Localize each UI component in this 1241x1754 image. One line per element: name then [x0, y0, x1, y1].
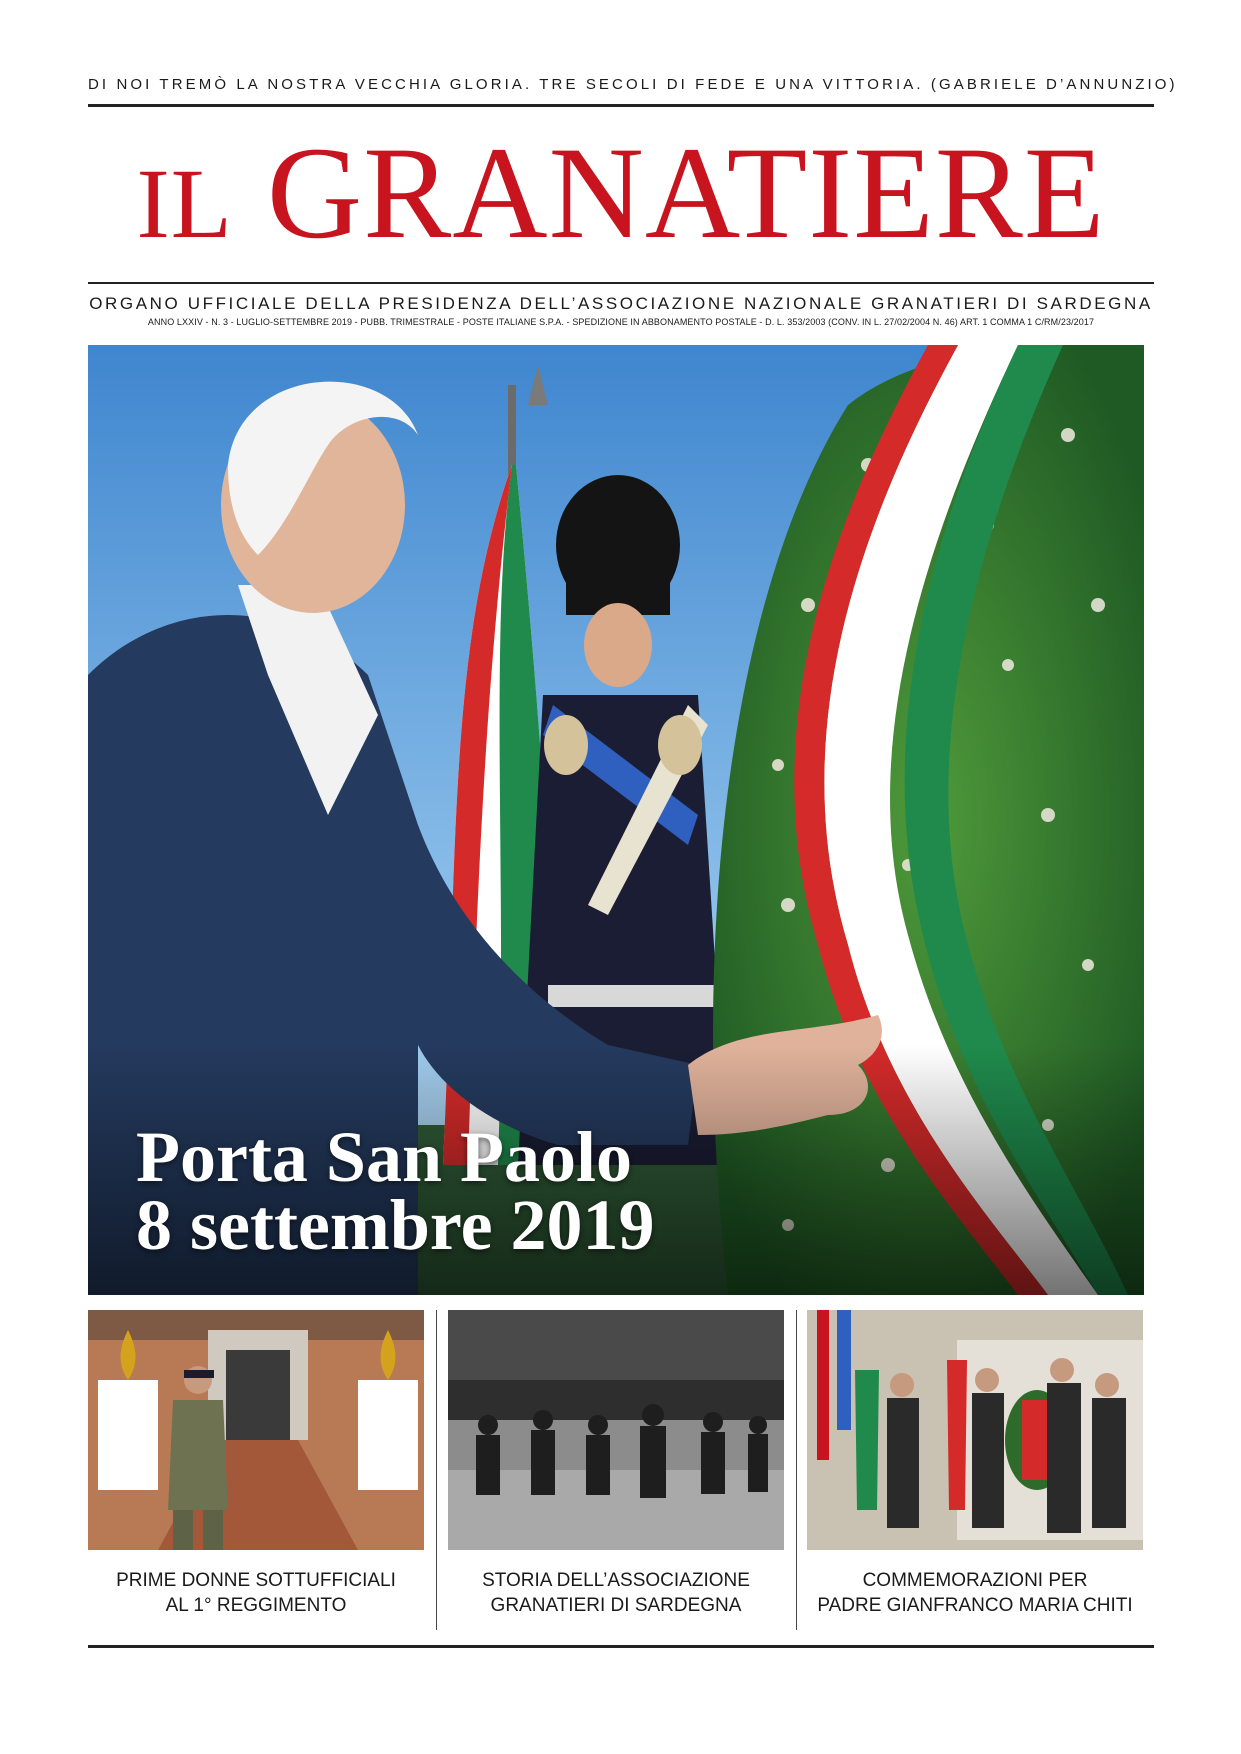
article-caption-line: PRIME DONNE SOTTUFFICIALI — [116, 1570, 396, 1591]
masthead-title-prefix: IL — [136, 148, 233, 259]
article-caption-line: GRANATIERI DI SARDEGNA — [490, 1595, 742, 1616]
masthead-motto: DI NOI TREMÒ LA NOSTRA VECCHIA GLORIA. TRE SECOLI DI FEDE E UNA VITTORIA. (GABRIELE D’ANNUNZIO) — [88, 76, 1178, 93]
masthead-title — [88, 118, 1154, 268]
top-rule — [88, 104, 1154, 107]
column-divider — [796, 1310, 797, 1630]
organ-subtitle: ORGANO UFFICIALE DELLA PRESIDENZA DELL’ASSOCIAZIONE NAZIONALE GRANATIERI DI SARDEGNA — [89, 294, 1153, 313]
article-photo-3 — [807, 1310, 1143, 1550]
article-photo-1 — [88, 1310, 424, 1550]
parade-illustration — [448, 1310, 784, 1550]
masthead-rule — [88, 282, 1154, 284]
article-photo-2 — [448, 1310, 784, 1550]
article-caption-line: AL 1° REGGIMENTO — [165, 1595, 347, 1616]
bottom-rule — [88, 1645, 1154, 1648]
article-caption-3 — [807, 1568, 1143, 1618]
imprint-line: ANNO LXXIV - N. 3 - LUGLIO-SETTEMBRE 2019 - PUBB. TRIMESTRALE - POSTE ITALIANE S.P.A. - SPEDIZIONE IN ABBONAMENTO POSTALE - D. L. 353/2003 (CONV. IN L. 27/02/2004 N. 46) ART. 1 COMMA 1 C/RM/23/2017 — [147, 317, 1095, 327]
article-caption-line: PADRE GIANFRANCO MARIA CHITI — [817, 1595, 1133, 1616]
article-caption-1 — [88, 1568, 424, 1618]
cover-photo — [88, 345, 1144, 1295]
soldier-gateway-illustration — [88, 1310, 424, 1550]
cover-headline-line2: 8 settembre 2019 — [136, 1185, 655, 1265]
article-caption-line: STORIA DELL’ASSOCIAZIONE — [482, 1570, 750, 1591]
commemoration-illustration — [807, 1310, 1143, 1550]
article-caption-line: COMMEMORAZIONI PER — [862, 1570, 1088, 1591]
cover-headline — [136, 1117, 655, 1265]
cover-headline-line1: Porta San Paolo — [136, 1117, 632, 1197]
article-caption-2 — [448, 1568, 784, 1618]
masthead-title-main: GRANATIERE — [266, 119, 1106, 266]
column-divider — [436, 1310, 437, 1630]
